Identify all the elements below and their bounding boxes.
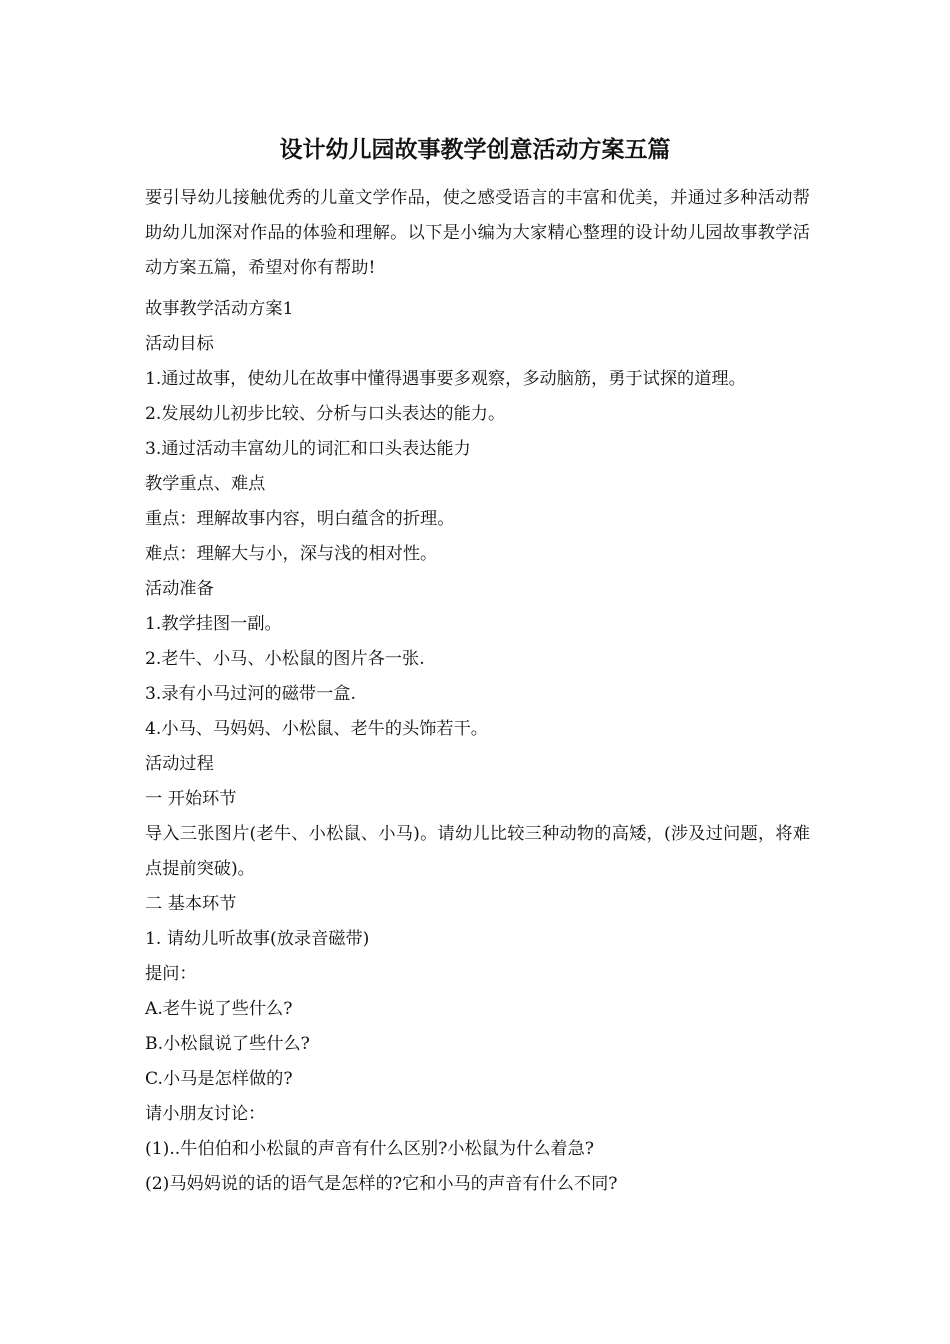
list-item: (1)..牛伯伯和小松鼠的声音有什么区别?小松鼠为什么着急? [145, 1139, 595, 1159]
document-title: 设计幼儿园故事教学创意活动方案五篇 [279, 136, 671, 163]
intro-paragraph: 要引导幼儿接触优秀的儿童文学作品，使之感受语言的丰富和优美，并通过多种活动帮助幼儿加深对作品的体验和理解。以下是小编为大家精心整理的设计幼儿园故事教学活动方案五篇，希望对你有帮助! [145, 188, 810, 278]
subheading: 二 基本环节 [145, 894, 237, 914]
list-item: A.老牛说了些什么? [145, 999, 293, 1019]
list-item: (2)马妈妈说的话的语气是怎样的?它和小马的声音有什么不同? [145, 1174, 618, 1194]
list-item: 3.通过活动丰富幼儿的词汇和口头表达能力 [145, 439, 471, 459]
list-item: C.小马是怎样做的? [145, 1069, 293, 1089]
list-item: 2.老牛、小马、小松鼠的图片各一张. [145, 649, 425, 669]
subheading: 活动过程 [145, 754, 214, 774]
list-item: 1.教学挂图一副。 [145, 614, 282, 634]
subheading: 活动准备 [145, 579, 214, 599]
body-line: 提问： [145, 964, 197, 984]
list-item: 4.小马、马妈妈、小松鼠、老牛的头饰若干。 [145, 719, 488, 739]
subheading: 一 开始环节 [145, 789, 237, 809]
list-item: 2.发展幼儿初步比较、分析与口头表达的能力。 [145, 404, 506, 424]
subheading: 活动目标 [145, 334, 214, 354]
list-item: 1.通过故事，使幼儿在故事中懂得遇事要多观察，多动脑筋，勇于试探的道理。 [145, 369, 746, 389]
list-item: 3.录有小马过河的磁带一盒. [145, 684, 356, 704]
document-body [145, 292, 810, 1202]
subheading: 教学重点、难点 [145, 474, 266, 494]
list-item: 1. 请幼儿听故事(放录音磁带) [145, 929, 370, 949]
list-item: B.小松鼠说了些什么? [145, 1034, 310, 1054]
section-heading: 故事教学活动方案1 [145, 299, 294, 319]
body-line: 重点：理解故事内容，明白蕴含的折理。 [145, 509, 455, 529]
body-line: 难点：理解大与小，深与浅的相对性。 [145, 544, 438, 564]
body-line: 请小朋友讨论： [145, 1104, 266, 1124]
body-paragraph: 导入三张图片(老牛、小松鼠、小马)。请幼儿比较三种动物的高矮，(涉及过问题，将难点提前突破)。 [145, 824, 810, 879]
